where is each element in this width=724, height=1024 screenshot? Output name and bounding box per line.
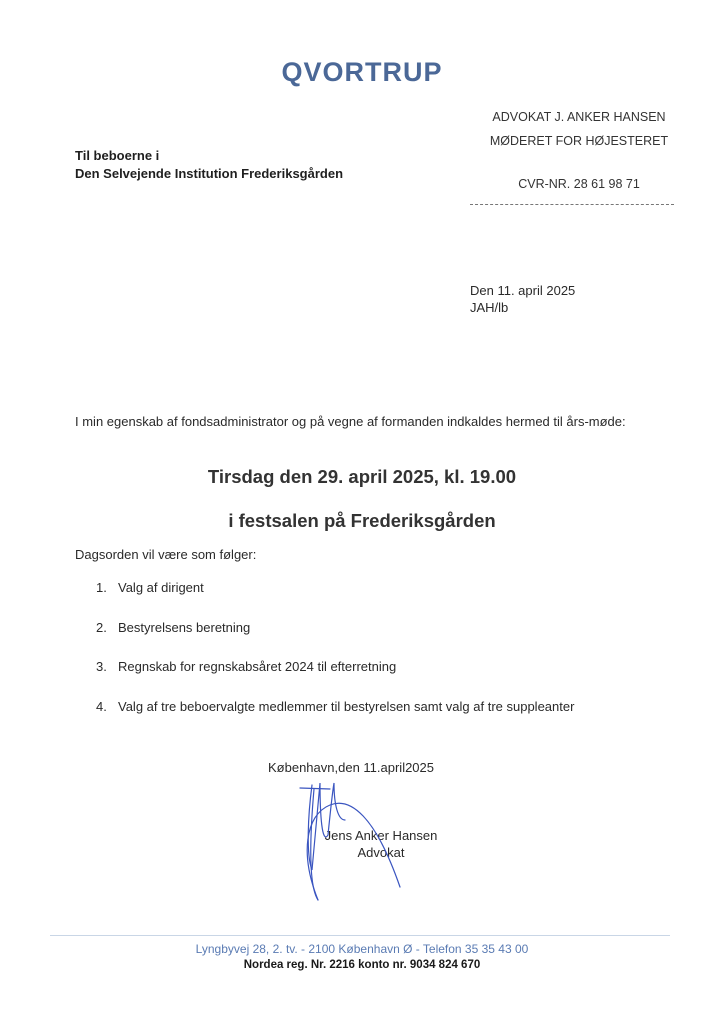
footer-address: Lyngbyvej 28, 2. tv. - 2100 København Ø - Telefon 35 35 43 00 (195, 942, 529, 956)
intro-paragraph: I min egenskab af fondsadministrator og på vegne af formanden indkaldes hermed til års-møde: (75, 414, 626, 429)
agenda-number: 4. (96, 698, 107, 714)
firm-logo: QVORTRUP (281, 57, 443, 87)
handwritten-signature (290, 775, 420, 910)
recipient-block (75, 147, 343, 183)
date-block (470, 282, 575, 316)
agenda-number: 3. (96, 659, 107, 674)
agenda-text: Valg af tre beboervalgte medlemmer til bestyrelsen samt valg af tre suppleanter (118, 698, 575, 714)
agenda-item (96, 580, 574, 620)
agenda-text: Valg af dirigent (118, 580, 204, 595)
reference: JAH/lb (470, 300, 509, 315)
agenda-list (96, 580, 574, 738)
agenda-text: Regnskab for regnskabsåret 2024 til efterretning (118, 659, 397, 674)
dashed-divider (470, 204, 674, 205)
place-and-date: København,den 11.april2025 (268, 760, 434, 775)
meeting-time-heading: Tirsdag den 29. april 2025, kl. 19.00 (207, 466, 517, 487)
agenda-intro: Dagsorden vil være som følger: (75, 547, 257, 562)
agenda-number: 2. (96, 619, 107, 635)
firm-title: MØDERET FOR HØJESTERET (489, 134, 669, 148)
signatory-name: Jens Anker Hansen (324, 828, 438, 843)
agenda-number: 1. (96, 580, 107, 595)
agenda-item (96, 659, 574, 699)
recipient-line-2: Den Selvejende Institution Frederiksgården (75, 166, 344, 181)
footer-bank-details: Nordea reg. Nr. 2216 konto nr. 9034 824 670 (243, 959, 481, 971)
recipient-line-1: Til beboerne i (75, 148, 160, 163)
meeting-place-heading: i festsalen på Frederiksgården (228, 510, 496, 531)
cvr-number: CVR-NR. 28 61 98 71 (518, 177, 640, 191)
agenda-item (96, 699, 574, 739)
firm-name: ADVOKAT J. ANKER HANSEN (492, 110, 666, 124)
footer-divider (50, 935, 670, 936)
letter-date: Den 11. april 2025 (470, 283, 576, 298)
signatory-title: Advokat (357, 845, 405, 860)
agenda-item (96, 620, 574, 660)
agenda-text: Bestyrelsens beretning (118, 619, 251, 635)
